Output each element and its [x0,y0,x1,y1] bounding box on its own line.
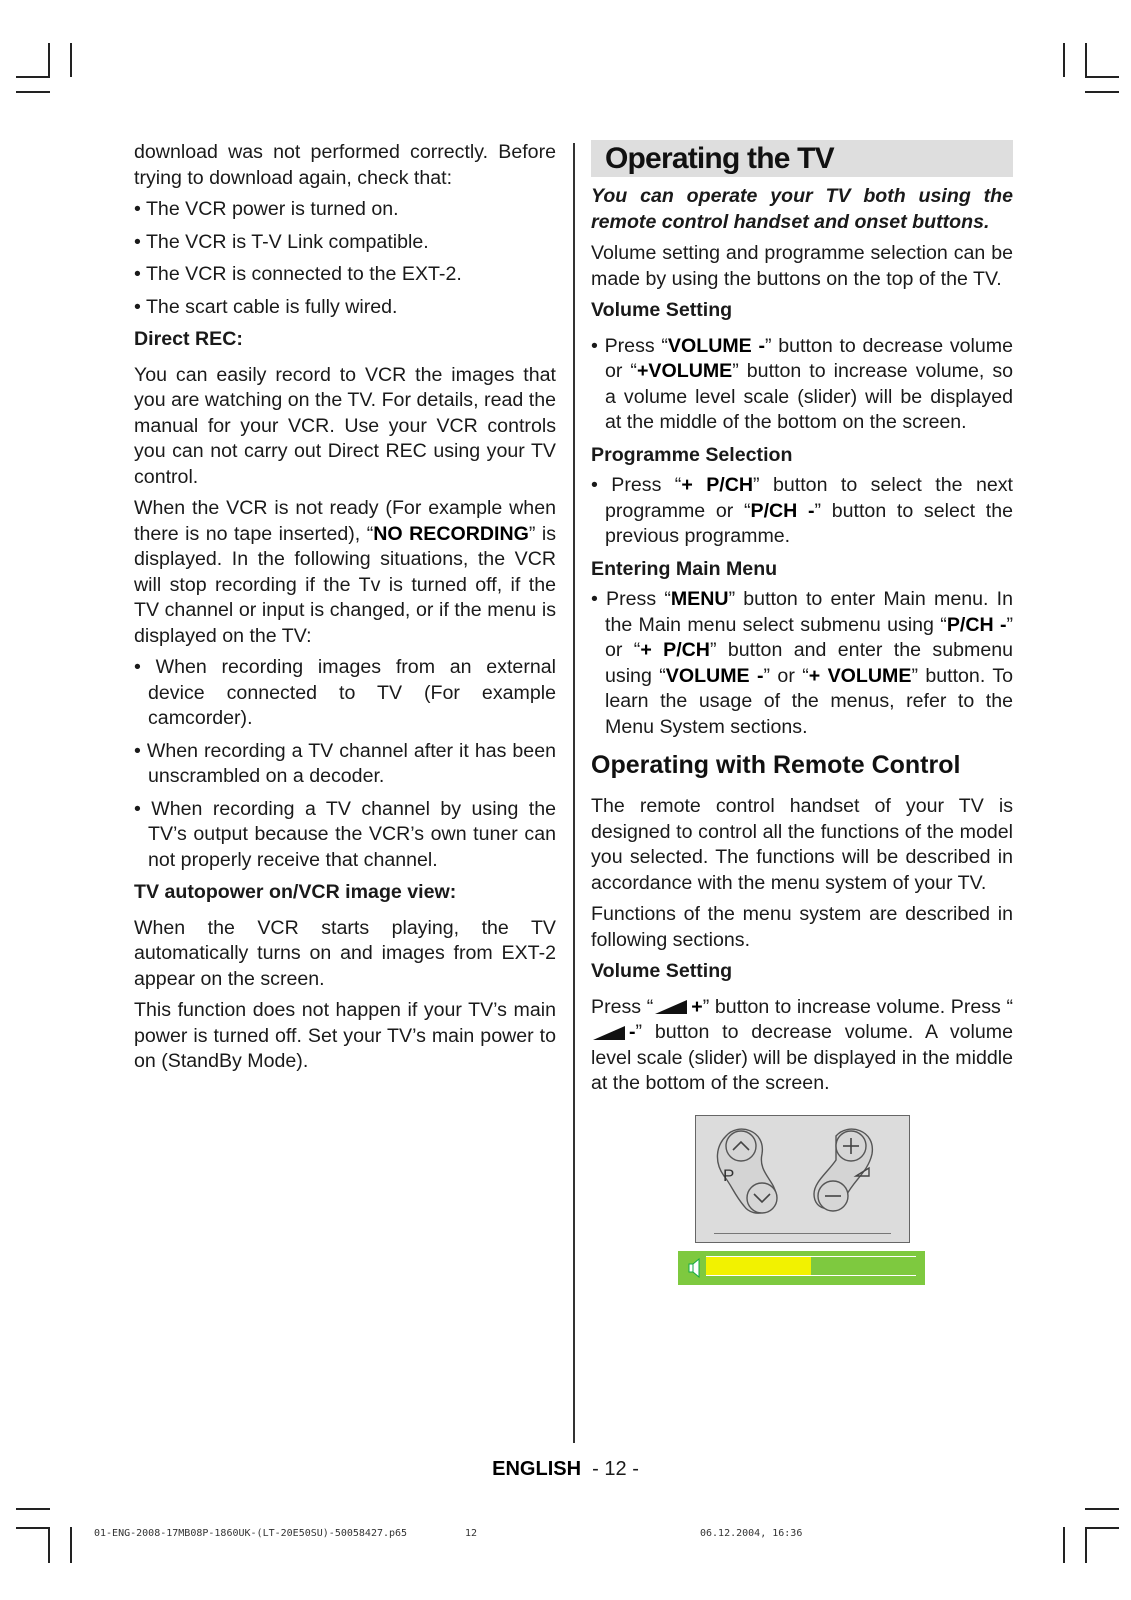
crop-mark [1085,76,1119,78]
button-name: + P/CH [640,639,710,661]
button-name: - [629,1021,636,1043]
right-column [591,140,1013,1285]
crop-mark [16,91,50,93]
crop-mark [1085,1527,1087,1563]
text: ” button to select the previous programme. [605,499,1014,547]
button-name: VOLUME - [667,334,765,357]
volume-slider [678,1251,925,1285]
text: ” button to decrease volume. A volume level scale (slider) will be displayed in the middle at the bottom of the screen. [591,1021,1013,1094]
paragraph: download was not performed correctly. Before trying to download again, check that: [134,141,556,189]
crop-mark [1085,1508,1119,1510]
text: ” button to select the next programme or “ [605,474,1013,522]
situation-item: • When recording a TV channel after it has been unscrambled on a decoder. [134,739,556,787]
page-footer [0,1458,1131,1481]
button-name: P/CH - [750,499,815,522]
slug-date: 06.12.2004, 16:36 [700,1528,803,1539]
section-heading: TV autopower on/VCR image view: [134,881,457,903]
crop-mark [70,1527,72,1563]
crop-mark [16,76,50,78]
section-title: Operating with Remote Control [591,751,961,779]
tv-button-panel [695,1115,910,1243]
text: ” is displayed. In the following situations, the VCR will stop recording if the Tv is turned off, if the TV channel or input is changed, or if the menu is displayed on the TV: [134,522,556,647]
paragraph: This function does not happen if your TV’s main power is turned off. Set your TV’s main power to on (StandBy Mode). [134,999,556,1072]
crop-mark [16,1508,50,1510]
text: ” button and enter the submenu using “ [605,639,1014,687]
button-name: + VOLUME [808,664,912,687]
column-divider [573,143,575,1443]
text: ” button to increase volume. Press “ [702,995,1013,1018]
programme-instruction [591,473,1013,550]
check-item: • The VCR is connected to the EXT-2. [134,263,462,285]
situation-item: • When recording images from an external device connected to TV (For example camcorder). [134,656,556,729]
section-heading: Entering Main Menu [591,557,778,580]
button-name: MENU [670,588,729,610]
menu-instruction [591,587,1013,740]
section-heading: Volume Setting [591,299,733,321]
crop-mark [1063,43,1065,77]
button-name: VOLUME - [665,664,764,687]
page-title: Operating the TV [605,142,834,175]
page-title-band [591,140,1013,177]
volume-instruction [591,334,1013,436]
situation-item: • When recording a TV channel by using the TV’s output because the VCR’s own tuner can not properly receive that channel. [134,797,556,871]
section-heading: Programme Selection [591,443,793,466]
text: ” or “ [763,664,809,687]
button-name: +VOLUME [636,360,733,382]
check-item: • The scart cable is fully wired. [134,295,398,318]
paragraph: Volume setting and programme selection can be made by using the buttons on the top of the TV. [591,242,1013,290]
page-number: - 12 - [592,1458,639,1480]
text: Press “ [591,995,654,1018]
speaker-icon [688,1258,700,1278]
text: ” button. To learn the usage of the menus, refer to the Menu System sections. [605,664,1014,738]
text: When the VCR is not ready (For example when there is no tape inserted), “ [134,497,556,545]
text: ” button to enter Main menu. In the Main menu select submenu using “ [605,588,1013,636]
crop-mark [1085,91,1119,93]
text: • Press “ [591,588,671,610]
text: ” button to increase volume, so a volume level scale (slider) will be displayed at the middle of the bottom on the screen. [605,360,1014,433]
file-slug: 01-ENG-2008-17MB08P-1860UK-(LT-20E50SU)-50058427.p65 [94,1528,408,1539]
intro-text: You can operate your TV both using the remote control handset and onset buttons. [591,185,1013,233]
button-name: + P/CH [681,474,754,496]
crop-mark [1085,1527,1119,1529]
volume-wedge-icon [655,999,689,1015]
paragraph [134,496,556,649]
left-column [134,140,556,1081]
text: ” button to decrease volume or “ [605,334,1014,382]
crop-mark [1085,43,1087,77]
text: • Press “ [591,474,682,496]
paragraph: The remote control handset of your TV is designed to control all the functions of the model you selected. The functions will be described in accordance with the menu system of your TV. [591,795,1013,894]
volume-wedge-icon [593,1025,627,1041]
programme-up-button [726,1131,756,1161]
paragraph: Functions of the menu system are described in following sections. [591,903,1013,951]
button-name: P/CH - [946,613,1007,636]
language-label: ENGLISH [492,1458,582,1480]
paragraph: When the VCR starts playing, the TV automatically turns on and images from EXT-2 appear on the screen. [134,916,556,990]
crop-mark [1063,1527,1065,1563]
check-item: • The VCR power is turned on. [134,198,399,220]
bold-term: NO RECORDING [373,522,529,545]
text: ” or “ [605,613,1014,661]
panel-edge [714,1233,891,1234]
crop-mark [48,43,50,77]
crop-mark [70,43,72,77]
programme-label: P [723,1165,735,1185]
section-heading: Direct REC: [134,328,243,350]
check-item: • The VCR is T-V Link compatible. [134,230,429,253]
section-heading: Volume Setting [591,960,733,982]
programme-down-button [747,1183,777,1213]
paragraph [591,995,1013,1097]
crop-mark [16,1527,50,1529]
crop-mark [48,1527,50,1563]
volume-level-fill [706,1257,811,1275]
text: • Press “ [591,334,668,357]
paragraph: You can easily record to VCR the images that you are watching on the TV. For details, read the manual for your VCR. Use your VCR controls you can not carry out Direct REC using your TV control. [134,363,556,488]
slug-page-number: 12 [465,1528,478,1539]
button-name: + [691,995,703,1018]
